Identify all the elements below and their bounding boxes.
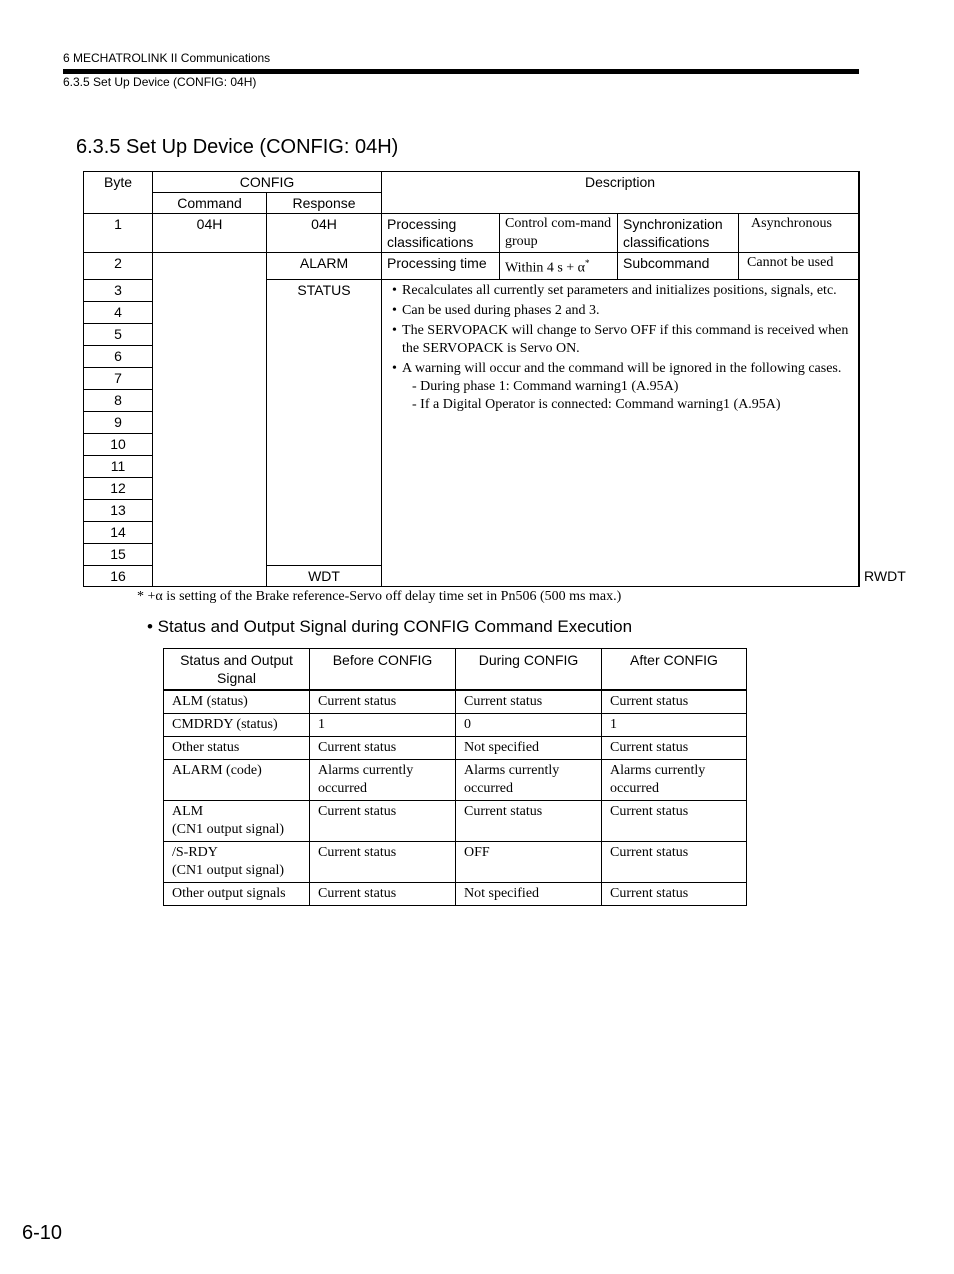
header-rule [63,69,859,74]
table-cell: CMDRDY (status) [164,714,310,737]
command-empty-cell [153,253,267,587]
table-cell: Current status [602,801,747,842]
table-cell: Current status [602,883,747,906]
description-subitem: - During phase 1: Command warning1 (A.95A) [412,378,679,394]
signal-table-body [164,690,747,906]
table-row [164,883,747,906]
status-output-signal-table [163,648,747,906]
sync-class-label: Synchronization classifications [618,214,739,253]
table-row [164,737,747,760]
table-row [164,690,747,714]
table-cell: Not specified [456,737,602,760]
byte-cell: 8 [84,389,153,411]
byte-cell: 14 [84,521,153,543]
table-cell: OFF [456,842,602,883]
header-during: During CONFIG [456,649,602,691]
table-cell: Alarms currently occurred [602,760,747,801]
header-response: Response [267,193,382,214]
processing-class-value: Control com-mand group [500,214,618,253]
table-cell: 0 [456,714,602,737]
processing-time-text: Within 4 s + α [505,260,586,276]
section-title: 6.3.5 Set Up Device (CONFIG: 04H) [76,136,399,158]
wdt-cell: WDT [267,565,382,586]
byte-cell: 7 [84,367,153,389]
header-after: After CONFIG [602,649,747,691]
table-cell: Alarms currently occurred [456,760,602,801]
description-item: • The SERVOPACK will change to Servo OFF if this command is received when the SERVOPACK is Servo ON. [392,322,852,358]
subcommand-value: Cannot be used [739,253,859,280]
header-description: Description [382,172,859,214]
command-cell: 04H [153,214,267,253]
header-command: Command [153,193,267,214]
rwdt-cell: RWDT [864,567,906,584]
page-number: 6-10 [22,1222,63,1244]
byte-cell: 15 [84,543,153,565]
table-cell: ALARM (code) [164,760,310,801]
table-cell: Current status [310,883,456,906]
table-row [164,842,747,883]
description-item [392,360,852,414]
table-cell: Other output signals [164,883,310,906]
table-cell: ALM (CN1 output signal) [164,801,310,842]
byte-cell: 1 [84,214,153,253]
status-output-heading: • Status and Output Signal during CONFIG Command Execution [147,617,633,636]
table-cell: Current status [310,737,456,760]
table-cell: Alarms currently occurred [310,760,456,801]
byte-cell: 9 [84,411,153,433]
table-row [164,714,747,737]
description-item: • Recalculates all currently set parameters and initializes positions, signals, etc. [392,282,852,300]
table-cell: Current status [602,690,747,714]
byte-cell: 3 [84,279,153,301]
footnote-marker: * [585,258,590,268]
table-cell: Current status [310,801,456,842]
table-cell: 1 [310,714,456,737]
byte-cell: 2 [84,253,153,280]
byte-cell: 6 [84,345,153,367]
table-cell: Current status [456,801,602,842]
table-cell: ALM (status) [164,690,310,714]
description-item: • Can be used during phases 2 and 3. [392,302,852,320]
footnote: * +α is setting of the Brake reference-Servo off delay time set in Pn506 (500 ms max.) [137,589,622,604]
table-cell: Current status [456,690,602,714]
status-cell: STATUS [267,279,382,565]
byte-cell: 13 [84,499,153,521]
description-list [392,282,852,414]
byte-cell: 4 [84,301,153,323]
header-signal: Status and Output Signal [164,649,310,691]
table-cell: Not specified [456,883,602,906]
byte-cell: 12 [84,477,153,499]
header-byte: Byte [84,172,153,214]
description-item-text: A warning will occur and the command will be ignored in the following cases. [402,360,842,376]
running-header-chapter: 6 MECHATROLINK II Communications [63,51,271,65]
description-subitem: - If a Digital Operator is connected: Command warning1 (A.95A) [412,396,781,412]
table-cell: /S-RDY (CN1 output signal) [164,842,310,883]
processing-class-label: Processing classifications [382,214,500,253]
table-cell: Current status [310,690,456,714]
byte-cell: 5 [84,323,153,345]
table-cell: Current status [602,737,747,760]
table-cell: Current status [602,842,747,883]
processing-time-value [500,253,618,280]
sync-class-value: Asynchronous [739,214,859,253]
table-row [164,801,747,842]
byte-cell: 10 [84,433,153,455]
header-config: CONFIG [153,172,382,193]
table-row [164,760,747,801]
subcommand-label: Subcommand [618,253,739,280]
response-cell: 04H [267,214,382,253]
byte-cell: 16 [84,565,153,586]
processing-time-label: Processing time [382,253,500,280]
table-cell: Current status [310,842,456,883]
table-cell: Other status [164,737,310,760]
response-cell: ALARM [267,253,382,280]
table-cell: 1 [602,714,747,737]
config-command-table [83,171,906,587]
byte-cell: 11 [84,455,153,477]
header-before: Before CONFIG [310,649,456,691]
running-header-section: 6.3.5 Set Up Device (CONFIG: 04H) [63,75,257,89]
